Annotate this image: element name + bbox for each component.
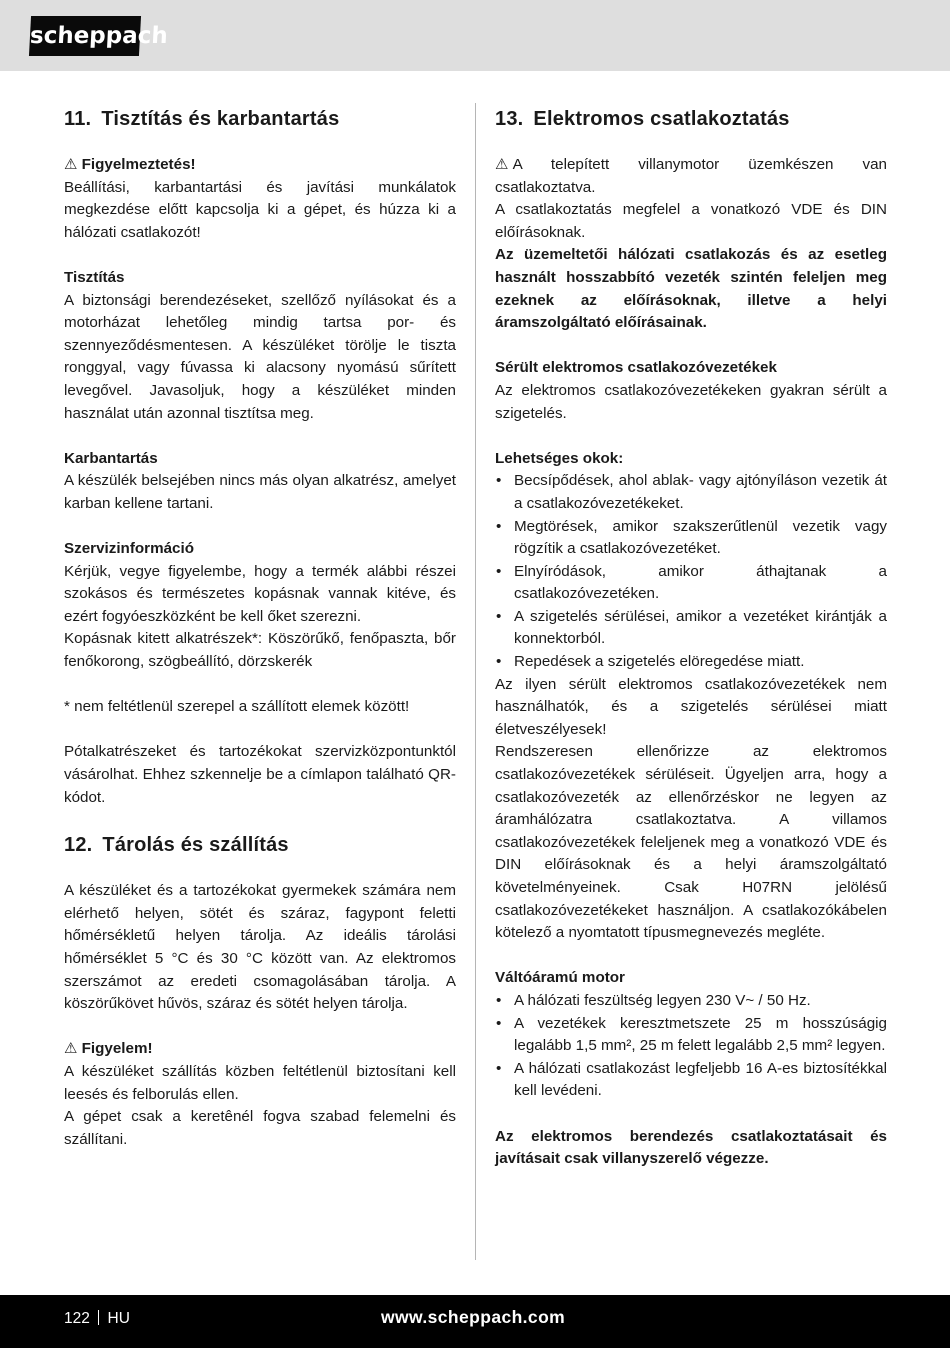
danger-text: Az ilyen sérült elektromos csatlakozóvezetékek nem használhatók, és a szigetelés sérülései miatt életveszélyesek! — [495, 675, 887, 738]
ac-motor-list — [495, 990, 887, 1103]
section-13-heading: 13. Elektromos csatlakoztatás — [495, 108, 790, 130]
list-item: • Megtörések, amikor szakszerűtlenül vezetik vagy rögzítik a csatlakozóvezetéket. — [495, 516, 887, 561]
wear-parts-text: Kopásnak kitett alkatrészek*: Köszörűkő, fenőpaszta, bőr fenőkorong, szögbeállító, dörzskerék — [64, 630, 456, 671]
column-divider — [475, 103, 476, 1260]
lifting-text: A gépet csak a keretênél fogva szabad felemelni és szállítani. — [64, 1108, 456, 1148]
header-band — [0, 0, 950, 71]
warning-triangle-icon: ⚠ — [64, 156, 78, 173]
cleaning-heading: Tisztítás — [64, 268, 125, 286]
service-note: * nem feltétlenül szerepel a szállított elemek között! — [64, 698, 410, 716]
service-heading: Szervizinformáció — [64, 540, 194, 558]
possible-causes-heading: Lehetséges okok: — [495, 449, 624, 467]
damaged-cables-heading: Sérült elektromos csatlakozóvezetékek — [495, 359, 777, 377]
list-item: • Becsípődések, ahol ablak- vagy ajtónyíláson vezetik át a csatlakozóvezetékeket. — [495, 470, 887, 515]
attention-heading: ⚠ Figyelem! — [64, 1038, 456, 1061]
list-item: • A szigetelés sérülései, amikor a vezetéket kirántják a konnektorból. — [495, 606, 887, 651]
list-item: • A hálózati feszültség legyen 230 V~ / 50 Hz. — [495, 990, 887, 1013]
operator-connection-text: Az üzemeltetői hálózati csatlakozás és az esetleg használt hosszabbító vezeték szintén feleljen meg ezeknek az előírásoknak, illetve a helyi áramszolgáltató előírásainak. — [495, 246, 887, 332]
section-11-heading: 11. Tisztítás és karbantartás — [64, 108, 340, 130]
warning-heading: ⚠ Figyelmeztetés! — [64, 154, 456, 177]
transport-text: A készüléket szállítás közben feltétlenül biztosítani kell leesés és felborulás ellen. — [64, 1062, 456, 1103]
left-column — [64, 105, 456, 1151]
cleaning-text: A biztonsági berendezéseket, szellőző nyílásokat és a motorházat lehetőleg mindig tartsa por- és szennyeződésmentesen. A készüléket törölje le tiszta ronggyal, vagy fúvassa ki alacsony nyomású sűrített levegővel. Javasoljuk, hogy a készüléket minden használat után azonnal tisztítsa meg. — [64, 291, 456, 422]
list-item: • A vezetékek keresztmetszete 25 m hosszúságig legalább 1,5 mm², 25 m felett legalább 2,5 mm² legyen. — [495, 1013, 887, 1058]
service-text: Kérjük, vegye figyelembe, hogy a termék alábbi részei szokásos és természetes kopásnak vannak kitéve, és ezért fogyóeszközként be kell őket szerezni. — [64, 562, 456, 625]
spare-parts-text: Pótalkatrészeket és tartozékokat szervizközpontunktól vásárolhat. Ehhez szkennelje be a címlapon található QR-kódot. — [64, 743, 456, 806]
right-column — [495, 105, 887, 1171]
storage-text: A készüléket és a tartozékokat gyermekek számára nem elérhető helyen, sötét és száraz, fagypont feletti hőmérsékletű helyen tárolja. Az ideális tárolási hőmérséklet 5 °C és 30 °C között van. Az elektromos szerszámot az eredeti csomagolásában tárolja. A köszörűkövet hűvös, száraz és sötét helyen tárolja. — [64, 882, 456, 1013]
inspection-text: Rendszeresen ellenőrizze az elektromos csatlakozóvezetékek sérüléseit. Ügyeljen arra, hogy a csatlakozóvezeték az ellenőrzéskor ne legyen az áramhálózatra csatlakoztatva. A villamos csatlakozóvezetékek feleljenek meg a vonatkozó VDE és DIN előírásoknak és a helyi áramszolgáltató követelményeinek. Csak H07RN jelölésű csatlakozóvezetékeket használjon. A csatlakozókábelen kötelező a nyomtatott típusmegnevezés megléte. — [495, 743, 887, 942]
ac-motor-heading: Váltóáramú motor — [495, 969, 625, 987]
damaged-cables-text: Az elektromos csatlakozóvezetékeken gyakran sérült a szigetelés. — [495, 381, 887, 422]
page-number: 122 HU — [64, 1310, 130, 1327]
list-item: • A hálózati csatlakozást legfeljebb 16 A-es biztosítékkal kell levédeni. — [495, 1058, 887, 1103]
warning-triangle-icon: ⚠ — [495, 156, 509, 173]
maintenance-text: A készülék belsejében nincs más olyan alkatrész, amelyet karban kellene tartani. — [64, 472, 456, 512]
vde-din-text: A csatlakoztatás megfelel a vonatkozó VDE és DIN előírásoknak. — [495, 201, 887, 241]
list-item: • Elnyíródások, amikor áthajtanak a csatlakozóvezetéken. — [495, 561, 887, 606]
warning-triangle-icon: ⚠ — [64, 1040, 78, 1058]
causes-list — [495, 470, 887, 673]
electrician-note: Az elektromos berendezés csatlakoztatásait és javításait csak villanyszerelő végezze. — [495, 1127, 887, 1168]
warning-text: Beállítási, karbantartási és javítási munkálatok megkezdése előtt kapcsolja ki a gépet, és húzza ki a hálózati csatlakozót! — [64, 178, 456, 241]
brand-logo: scheppach — [29, 16, 141, 56]
intro-text: ⚠ A telepített villanymotor üzemkészen van csatlakoztatva. — [495, 156, 887, 196]
website-url: www.scheppach.com — [381, 1307, 566, 1327]
maintenance-heading: Karbantartás — [64, 449, 158, 467]
section-12-heading: 12. Tárolás és szállítás — [64, 834, 289, 857]
list-item: • Repedések a szigetelés elöregedése miatt. — [495, 651, 887, 674]
footer-bar — [0, 1295, 950, 1348]
